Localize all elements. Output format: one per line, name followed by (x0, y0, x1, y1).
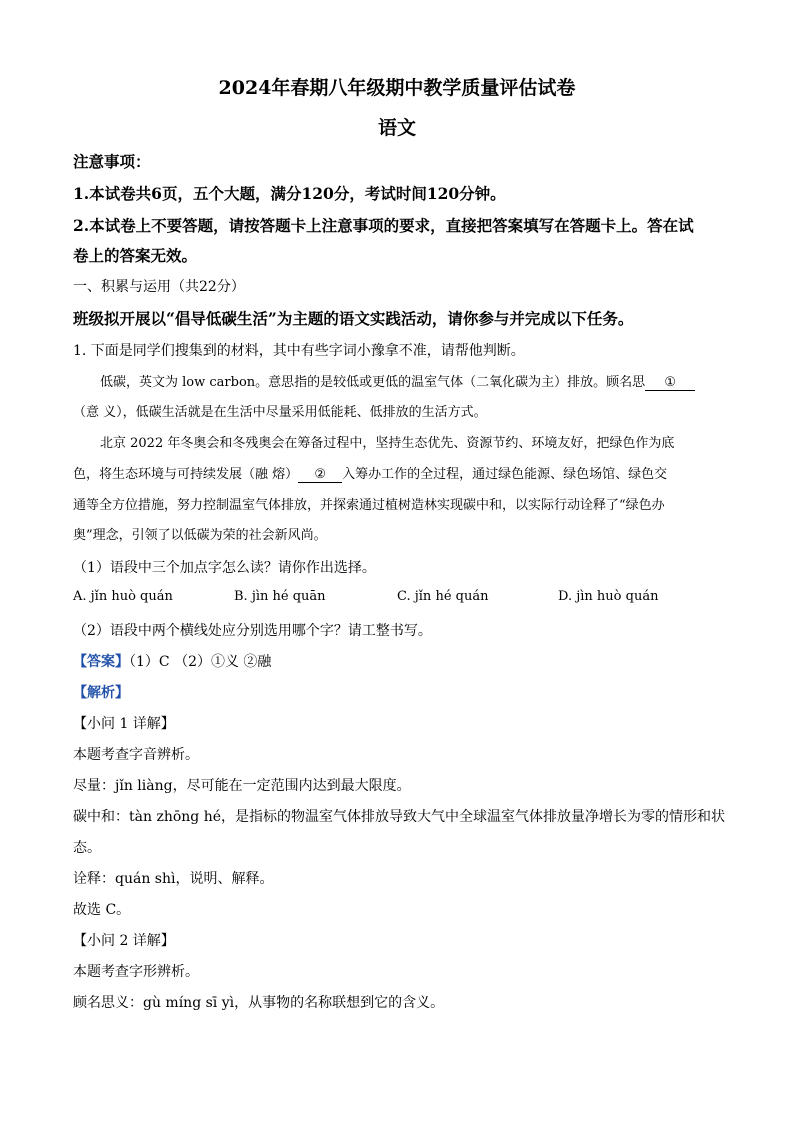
answer-tag: 【答案】 (73, 654, 129, 670)
answer-line (73, 651, 271, 671)
passage-2-line-1: 北京 2022 年冬奥会和冬残奥会在筹备过程中，坚持生态优先、资源节约、环境友好，把绿色作为底 (100, 436, 675, 451)
option-d: D. jìn huò quán (558, 589, 659, 604)
answer-text: （1）C （2）①义 ②融 (129, 654, 272, 670)
passage-2-line-2 (73, 463, 667, 483)
sub-question-2: （2）语段中两个横线处应分别选用哪个字？请工整书写。 (73, 623, 432, 639)
analysis-p5: 故选 C。 (73, 902, 131, 918)
passage-2-line-4: 奥”理念，引领了以低碳为荣的社会新风尚。 (73, 528, 327, 543)
notes-item-2-line-2: 卷上的答案无效。 (73, 246, 198, 265)
notes-item-1: 1.本试卷共6页，五个大题，满分120分，考试时间120分钟。 (73, 184, 506, 203)
analysis-p3-line-2: 态。 (73, 840, 101, 856)
blank-2: ② (298, 467, 342, 483)
blank-1: ① (645, 375, 695, 391)
subject-title: 语文 (377, 117, 416, 139)
option-b: B. jìn hé quān (234, 589, 326, 604)
analysis-p1: 本题考查字音辨析。 (73, 747, 199, 763)
passage-1-line-2: （意 义），低碳生活就是在生活中尽量采用低能耗、低排放的生活方式。 (73, 405, 487, 420)
option-a: A. jǐn huò quán (73, 589, 173, 604)
passage-text: 低碳，英文为 low carbon。意思指的是较低或更低的温室气体（二氧化碳为主）排放。顾名思 (100, 375, 646, 390)
analysis-p4: 诠释：quán shì，说明、解释。 (73, 871, 274, 887)
analysis-p3-line-1: 碳中和：tàn zhōng hé，是指标的物温室气体排放导致大气中全球温室气体排放量净增长为零的情形和状 (73, 809, 725, 825)
passage-text: 色，将生态环境与可持续发展（融 熔） (73, 467, 299, 482)
part-1-tag: 【小问 1 详解】 (73, 716, 175, 732)
notes-item-2-line-1: 2.本试卷上不要答题，请按答题卡上注意事项的要求，直接把答案填写在答题卡上。答在试 (73, 216, 694, 235)
analysis-p2: 尽量：jǐn liàng，尽可能在一定范围内达到最大限度。 (73, 778, 411, 794)
passage-1-line-1 (100, 371, 695, 391)
analysis-p6: 本题考查字形辨析。 (73, 964, 199, 980)
passage-2-line-3: 通等全方位措施，努力控制温室气体排放，并探索通过植树造林实现碳中和，以实际行动诠释了“绿色办 (73, 498, 665, 513)
sub-question-1: （1）语段中三个加点字怎么读？请你作出选择。 (73, 560, 376, 576)
option-c: C. jǐn hé quán (397, 589, 489, 604)
section-intro: 班级拟开展以“倡导低碳生活”为主题的语文实践活动，请你参与并完成以下任务。 (73, 309, 634, 328)
question-1-stem: 1. 下面是同学们搜集到的材料，其中有些字词小豫拿不准，请帮他判断。 (73, 343, 525, 359)
analysis-p7: 顾名思义：gù míng sī yì，从事物的名称联想到它的含义。 (73, 995, 445, 1011)
passage-text: 入筹办工作的全过程，通过绿色能源、绿色场馆、绿色交 (342, 467, 668, 482)
exam-title: 2024年春期八年级期中教学质量评估试卷 (218, 77, 576, 99)
section-heading: 一、积累与运用（共22分） (73, 279, 245, 295)
part-2-tag: 【小问 2 详解】 (73, 933, 175, 949)
analysis-tag: 【解析】 (73, 685, 129, 701)
notes-heading: 注意事项： (73, 152, 151, 171)
